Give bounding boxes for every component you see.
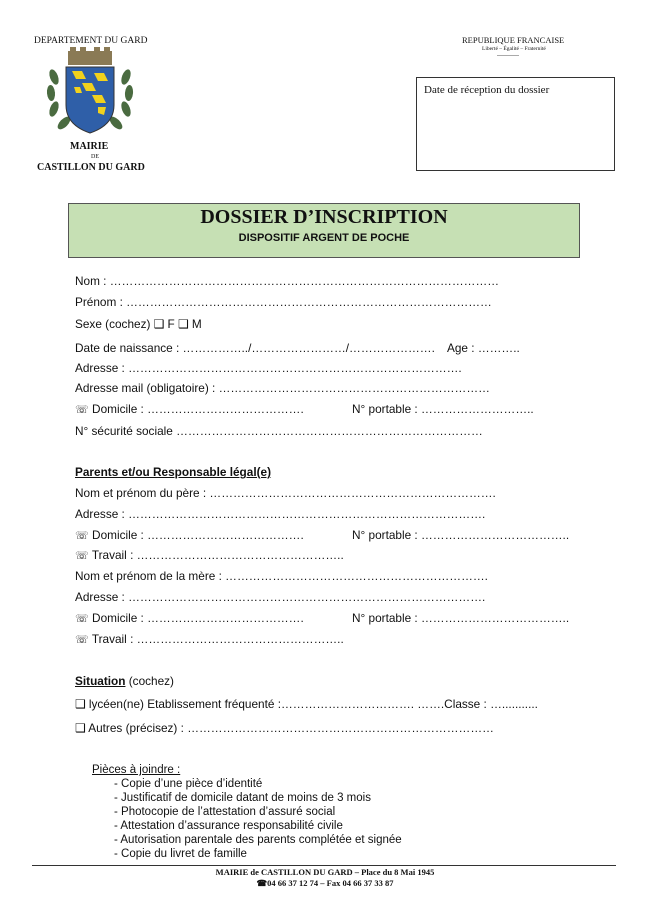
republic-motto: Liberté – Égalité – Fraternité: [482, 46, 546, 52]
phone-icon: ☏: [75, 634, 89, 646]
situation-title: Situation: [75, 674, 126, 688]
autres-checkbox[interactable]: ❑ Autres (précisez) : ……………………………………………………………………: [75, 721, 494, 735]
mail-field[interactable]: Adresse mail (obligatoire) : ……………………………………………………………: [75, 381, 490, 395]
age-field[interactable]: Age : ………..: [447, 341, 520, 355]
domicile-mere-field[interactable]: [75, 611, 304, 625]
sexe-field[interactable]: Sexe (cochez) ❑ F ❑ M: [75, 317, 202, 331]
portable-pere-field[interactable]: N° portable : ………………………………..: [352, 528, 570, 542]
footer-address: MAIRIE de CASTILLON DU GARD – Place du 8 Mai 1945: [215, 867, 435, 877]
phone-icon: ☏: [75, 404, 89, 416]
domicile-pere-text: Domicile : ………………………………….: [92, 528, 304, 542]
domicile-text: Domicile : ………………………………….: [92, 402, 304, 416]
situation-heading: [75, 674, 174, 688]
lyceen-checkbox[interactable]: ❑ lycéen(ne) Etablissement fréquenté :……………………………. …….Classe : …...........: [75, 697, 538, 711]
parents-heading: Parents et/ou Responsable légal(e): [75, 465, 272, 479]
domicile-pere-field[interactable]: [75, 528, 304, 542]
commune-name: CASTILLON DU GARD: [37, 162, 145, 173]
nom-field[interactable]: Nom : ………………………………………………………………………………………: [75, 274, 500, 288]
page-title: DOSSIER D’INSCRIPTION: [200, 206, 448, 228]
adresse-pere-field[interactable]: Adresse : ……………………………………………………………………………….: [75, 507, 486, 521]
travail-pere-field[interactable]: [75, 548, 344, 562]
travail-pere-text: Travail : ……………………………………………..: [91, 548, 344, 562]
list-item: - Copie d’une pièce d’identité: [114, 778, 263, 790]
mere-field[interactable]: Nom et prénom de la mère : ………………………………………………………….: [75, 569, 488, 583]
phone-icon: ☏: [75, 530, 89, 542]
prenom-field[interactable]: Prénom : …………………………………………………………………………………: [75, 295, 492, 309]
domicile-mere-text: Domicile : ………………………………….: [92, 611, 304, 625]
secu-field[interactable]: N° sécurité sociale ……………………………………………………………………: [75, 424, 483, 438]
motto-dashes: -----------: [497, 53, 519, 59]
phone-icon: ☏: [75, 613, 89, 625]
phone-icon: ☏: [75, 550, 89, 562]
situation-cochez: (cochez): [125, 674, 174, 688]
list-item: - Justificatif de domicile datant de moins de 3 mois: [114, 792, 371, 804]
reception-date-label: Date de réception du dossier: [424, 84, 550, 96]
portable-field[interactable]: N° portable : ………………………..: [352, 402, 534, 416]
list-item: - Copie du livret de famille: [114, 848, 247, 860]
pere-field[interactable]: Nom et prénom du père : ……………………………………………………………….: [75, 486, 496, 500]
domicile-field[interactable]: [75, 402, 304, 416]
birthdate-field[interactable]: Date de naissance : ……………../……………………/………………….: [75, 341, 435, 355]
pieces-title: Pièces à joindre :: [92, 764, 181, 776]
travail-mere-text: Travail : ……………………………………………..: [91, 632, 344, 646]
page-subtitle: DISPOSITIF ARGENT DE POCHE: [238, 232, 410, 244]
republic-label: REPUBLIQUE FRANCAISE: [462, 35, 565, 45]
list-item: - Autorisation parentale des parents complétée et signée: [114, 834, 402, 846]
footer-contact: ☎04 66 37 12 74 – Fax 04 66 37 33 87: [256, 878, 394, 888]
mairie-de: DE: [91, 154, 99, 160]
reception-date-box[interactable]: [416, 77, 615, 171]
list-item: - Attestation d’assurance responsabilité civile: [114, 820, 343, 832]
title-box: [68, 203, 580, 258]
adresse-mere-field[interactable]: Adresse : ……………………………………………………………………………….: [75, 590, 486, 604]
travail-mere-field[interactable]: [75, 632, 344, 646]
coat-of-arms-emblem: [46, 47, 134, 139]
footer-divider: [32, 865, 616, 866]
list-item: - Photocopie de l’attestation d’assuré social: [114, 806, 336, 818]
department-name: DEPARTEMENT DU GARD: [34, 36, 148, 46]
mairie-label: MAIRIE: [70, 141, 109, 152]
portable-mere-field[interactable]: N° portable : ………………………………..: [352, 611, 570, 625]
adresse-field[interactable]: Adresse : ………………………………………………………………………….: [75, 361, 462, 375]
